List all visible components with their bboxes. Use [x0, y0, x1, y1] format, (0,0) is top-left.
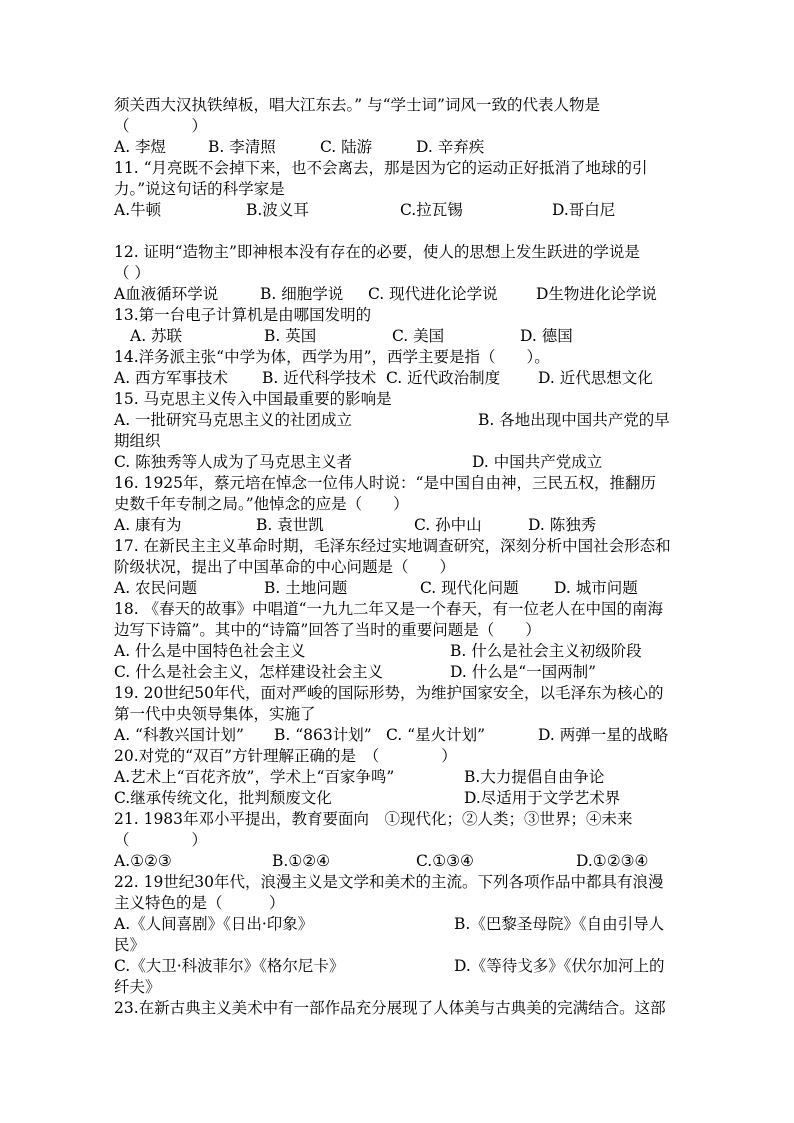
option: C.继承传统文化，批判颓废文化: [114, 789, 332, 807]
option: B. 各地出现中国共产党的早: [478, 411, 670, 429]
text-line: 史数千年专制之局。”他悼念的应是（ ）: [114, 495, 409, 513]
option: B. 土地问题: [264, 579, 348, 597]
question-14: 14.洋务派主张“中学为体，西学为用”，西学主要是指（ ）。: [114, 348, 550, 366]
option: B. 什么是社会主义初级阶段: [450, 642, 642, 660]
option: D. 陈独秀: [528, 516, 597, 534]
text-line: 民》: [114, 936, 146, 954]
option: C.拉瓦锡: [400, 201, 463, 219]
question-20: 20.对党的“双百”方针理解正确的是 （ ）: [114, 747, 457, 765]
question-12: 12. 证明“造物主”即神根本没有存在的必要，使人的思想上发生跃进的学说是: [114, 243, 640, 261]
answer-blank: （ ）: [114, 117, 208, 135]
option: C. 陈独秀等人成为了马克思主义者: [114, 453, 353, 471]
option: B. 近代科学技术: [262, 369, 377, 387]
option: B. 袁世凯: [256, 516, 324, 534]
option: B.大力提倡自由争论: [464, 768, 605, 786]
question-16: 16. 1925年，蔡元培在悼念一位伟人时说：“是中国自由神，三民五权，推翻历: [114, 474, 656, 492]
option: A.艺术上“百花齐放”，学术上“百家争鸣”: [114, 768, 395, 786]
option: D. 近代思想文化: [538, 369, 653, 387]
option: A.①②③: [114, 852, 172, 870]
question-17: 17. 在新民主主义革命时期，毛泽东经过实地调查研究，深刻分析中国社会形态和: [114, 537, 671, 555]
option: A. 一批研究马克思主义的社团成立: [114, 411, 353, 429]
option: D. 两弹一星的战略: [538, 726, 669, 744]
text-line: 期组织: [114, 432, 161, 450]
question-11: 11. “月亮既不会掉下来，也不会离去，那是因为它的运动正好抵消了地球的引: [114, 159, 648, 177]
option: A. 苏联: [130, 327, 183, 345]
option: B.波义耳: [246, 201, 309, 219]
option: D生物进化论学说: [536, 285, 657, 303]
answer-blank: （ ）: [114, 831, 208, 849]
option: C.《大卫·科波菲尔》《格尔尼卡》: [114, 957, 345, 975]
option: C. 近代政治制度: [386, 369, 501, 387]
option: C. 什么是社会主义，怎样建设社会主义: [114, 663, 384, 681]
question-13: 13.第一台电子计算机是由哪国发明的: [114, 306, 372, 324]
question-15: 15. 马克思主义传入中国最重要的影响是: [114, 390, 392, 408]
option: D. 什么是“一国两制”: [450, 663, 597, 681]
option: C.①③④: [416, 852, 474, 870]
option: D.《等待戈多》《伏尔加河上的: [454, 957, 665, 975]
option: A. 农民问题: [114, 579, 198, 597]
option: D.哥白尼: [552, 201, 616, 219]
option: D. 德国: [520, 327, 573, 345]
option: B.《巴黎圣母院》《自由引导人: [454, 915, 665, 933]
option: C. 美国: [392, 327, 445, 345]
option: C. 孙中山: [414, 516, 482, 534]
option: B. “863计划”: [274, 726, 372, 744]
option: C. “星火计划”: [386, 726, 486, 744]
question-18: 18. 《春天的故事》中唱道“一九九二年又是一个春天，有一位老人在中国的南海: [114, 600, 664, 618]
option: A. “科教兴国计划”: [114, 726, 244, 744]
option: B. 李清照: [208, 138, 276, 156]
text-line: 边写下诗篇”。其中的“诗篇”回答了当时的重要问题是（ ）: [114, 621, 541, 639]
option: D. 辛弃疾: [416, 138, 485, 156]
option: A.牛顿: [114, 201, 162, 219]
answer-blank: （ ）: [114, 264, 150, 282]
option: B. 细胞学说: [260, 285, 344, 303]
option: D.尽适用于文学艺术界: [464, 789, 621, 807]
option: B. 英国: [264, 327, 317, 345]
option: D. 城市问题: [554, 579, 638, 597]
text-line: 阶级状况，提出了中国革命的中心问题是（ ）: [114, 558, 456, 576]
option: C. 陆游: [320, 138, 373, 156]
question-21: 21. 1983年邓小平提出，教育要面向 ①现代化；②人类；③世界；④未来: [114, 810, 633, 828]
option: A血液循环学说: [114, 285, 219, 303]
option: C. 现代进化论学说: [368, 285, 498, 303]
option: A.《人间喜剧》《日出·印象》: [114, 915, 314, 933]
option: A. 西方军事技术: [114, 369, 229, 387]
text-line: 第一代中央领导集体，实施了: [114, 705, 316, 723]
option: C. 现代化问题: [420, 579, 519, 597]
question-19: 19. 20世纪50年代，面对严峻的国际形势，为维护国家安全，以毛泽东为核心的: [114, 684, 664, 702]
option: D. 中国共产党成立: [472, 453, 603, 471]
question-23: 23.在新古典主义美术中有一部作品充分展现了人体美与古典美的完满结合。这部: [114, 999, 666, 1017]
option: A. 康有为: [114, 516, 182, 534]
option: D.①②③④: [576, 852, 649, 870]
text-line: 须关西大汉执铁绰板，唱大江东去。” 与“学士词”词风一致的代表人物是: [114, 96, 600, 114]
text-line: 力。”说这句话的科学家是: [114, 180, 285, 198]
question-22: 22. 19世纪30年代，浪漫主义是文学和美术的主流。下列各项作品中都具有浪漫: [114, 873, 664, 891]
option: A. 李煜: [114, 138, 167, 156]
option: B.①②④: [272, 852, 331, 870]
option: A. 什么是中国特色社会主义: [114, 642, 306, 660]
text-line: 主义特色的是（ ）: [114, 894, 285, 912]
text-line: 纤夫》: [114, 978, 161, 996]
